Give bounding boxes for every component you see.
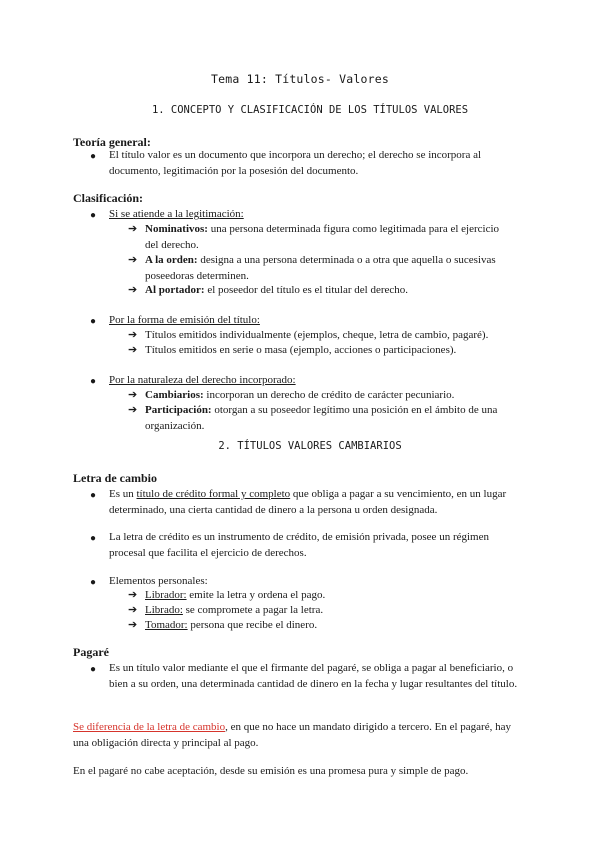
- term-tomador: Tomador:: [145, 619, 188, 631]
- emision-item-2: Títulos emitidos en serie o masa (ejemplo, acciones o participaciones).: [145, 344, 457, 356]
- letra-bullet-1: Es un título de crédito formal y completo que obliga a pagar a su vencimiento, en un lugar determinado, una cierta cantidad de dinero a la persona u orden designada.: [109, 488, 507, 516]
- item-a-la-orden: A la orden: designa a una persona determinada o a otra que aquella o sucesivas poseedoras determinen.: [145, 254, 496, 282]
- section-2-heading: 2. TÍTULOS VALORES CAMBIARIOS: [218, 440, 402, 452]
- arrow-icon: ➔: [128, 404, 138, 416]
- term-al-portador: Al portador:: [145, 284, 205, 296]
- arrow-icon: ➔: [128, 284, 138, 296]
- diferencia-paragraph: Se diferencia de la letra de cambio, en que no hace un mandato dirigido a tercero. En el pagaré, hay una obligación directa y principal al pago.: [73, 721, 511, 749]
- naturaleza-label: Por la naturaleza del derecho incorporado:: [109, 374, 296, 386]
- bullet-icon: ●: [90, 533, 97, 544]
- bullet-icon: ●: [90, 151, 97, 162]
- teoria-general-title: Teoría general:: [73, 135, 151, 149]
- item-nominativos: Nominativos: una persona determinada figura como legitimada para el ejercicio del derecho.: [145, 223, 500, 251]
- legitimacion-label: Si se atiende a la legitimación:: [109, 208, 244, 220]
- arrow-icon: ➔: [128, 254, 138, 266]
- bullet-icon: ●: [90, 210, 97, 221]
- arrow-icon: ➔: [128, 604, 138, 616]
- document-title: Tema 11: Títulos- Valores: [210, 72, 390, 86]
- item-participacion: Participación: otorgan a su poseedor legítimo una posición en el ámbito de una organización.: [145, 404, 498, 432]
- emision-item-1: Títulos emitidos individualmente (ejemplos, cheque, letra de cambio, pagaré).: [145, 329, 489, 341]
- item-tomador: Tomador: persona que recibe el dinero.: [145, 619, 318, 631]
- item-librador: Librador: emite la letra y ordena el pago.: [145, 589, 326, 601]
- pagare-bullet: Es un título valor mediante el que el firmante del pagaré, se obliga a pagar al beneficiario, o bien a su orden, una determinada cantidad de dinero en la fecha y lugar resultantes del título.: [109, 662, 518, 690]
- arrow-icon: ➔: [128, 589, 138, 601]
- item-al-portador: Al portador: el poseedor del título es el titular del derecho.: [145, 284, 409, 296]
- term-cambiarios: Cambiarios:: [145, 389, 204, 401]
- term-participacion: Participación:: [145, 404, 212, 416]
- clasificacion-title: Clasificación:: [73, 191, 143, 205]
- arrow-icon: ➔: [128, 223, 138, 235]
- item-librado: Librado: se compromete a pagar la letra.: [145, 604, 324, 616]
- arrow-icon: ➔: [128, 619, 138, 631]
- arrow-icon: ➔: [128, 344, 138, 356]
- arrow-icon: ➔: [128, 329, 138, 341]
- bullet-icon: ●: [90, 376, 97, 387]
- letra-bullet-3: Elementos personales:: [109, 575, 208, 587]
- term-librado: Librado:: [145, 604, 183, 616]
- emision-label: Por la forma de emisión del título:: [109, 314, 260, 326]
- diferencia-red-link: Se diferencia de la letra de cambio: [73, 721, 226, 733]
- pagare-title: Pagaré: [73, 645, 109, 659]
- teoria-general-text: El título valor es un documento que incorpora un derecho; el derecho se incorpora al documento, legitimación por la posesión del documento.: [109, 149, 482, 177]
- term-nominativos: Nominativos:: [145, 223, 208, 235]
- letra-de-cambio-title: Letra de cambio: [73, 471, 157, 485]
- item-cambiarios: Cambiarios: incorporan un derecho de crédito de carácter pecuniario.: [145, 389, 455, 401]
- letra-bullet-2: La letra de crédito es un instrumento de crédito, de emisión privada, posee un régimen procesal que facilita el ejercicio de derechos.: [109, 531, 489, 559]
- bullet-icon: ●: [90, 316, 97, 327]
- titulo-credito-underlined: título de crédito formal y completo: [136, 488, 291, 500]
- term-librador: Librador:: [145, 589, 187, 601]
- bullet-icon: ●: [90, 490, 97, 501]
- arrow-icon: ➔: [128, 389, 138, 401]
- final-paragraph: En el pagaré no cabe aceptación, desde su emisión es una promesa pura y simple de pago.: [73, 765, 469, 777]
- bullet-icon: ●: [90, 664, 97, 675]
- term-a-la-orden: A la orden:: [145, 254, 198, 266]
- section-1-heading: 1. CONCEPTO Y CLASIFICACIÓN DE LOS TÍTULOS VALORES: [151, 104, 469, 116]
- bullet-icon: ●: [90, 577, 97, 588]
